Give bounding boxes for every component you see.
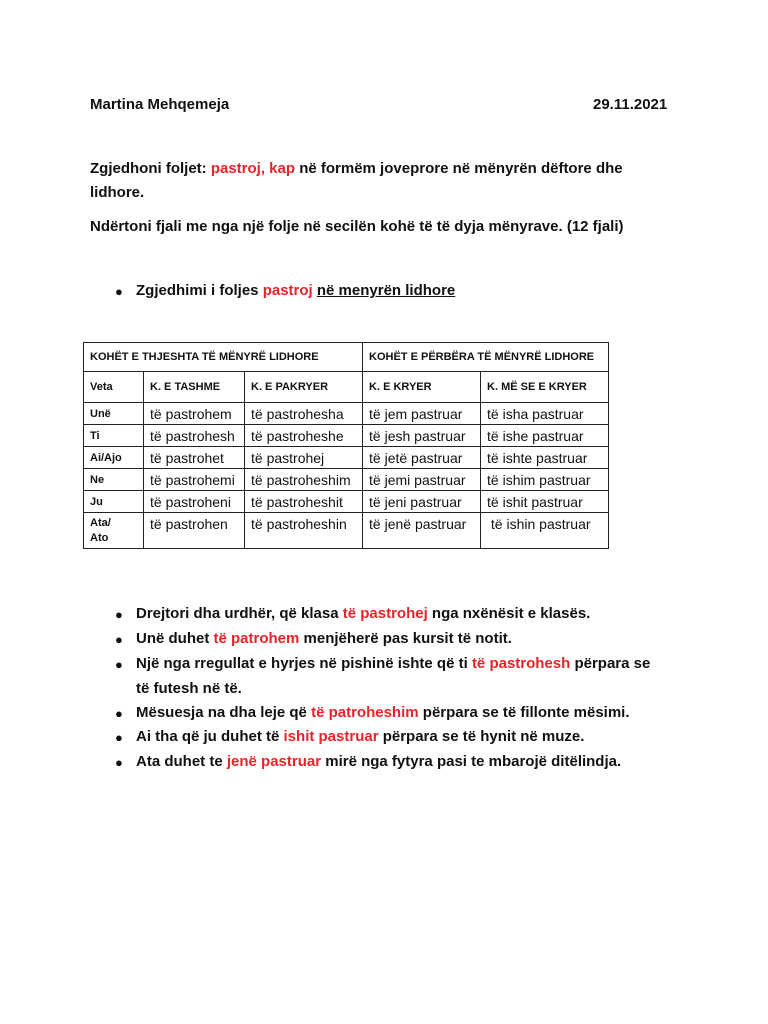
verb-cell: të isha pastruar: [481, 403, 609, 425]
author-name: Martina Mehqemeja: [90, 96, 230, 113]
verb-cell: të ishim pastruar: [481, 469, 609, 491]
verb-cell: të pastroheni: [144, 491, 245, 513]
column-header: K. E KRYER: [363, 372, 481, 403]
sentence-verb: të pastrohesh: [471, 655, 571, 672]
sentence-text: Një nga rregullat e hyrjes në pishinë ishte që ti: [136, 655, 472, 672]
verb-cell: të jeni pastruar: [363, 491, 481, 513]
bullet-icon: ●: [115, 755, 123, 770]
heading-text: Zgjedhimi i foljes: [136, 282, 263, 299]
bullet-icon: ●: [115, 706, 123, 721]
sentence-1: [136, 605, 590, 622]
verb-cell: të pastroheshim: [245, 469, 363, 491]
verb-cell: të ishte pastruar: [481, 447, 609, 469]
instruction-verbs: pastroj, kap: [210, 160, 296, 177]
sentence-text: mirë nga fytyra pasi te mbarojë ditëlindja.: [321, 753, 622, 770]
heading-verb: pastroj: [262, 282, 313, 299]
sentence-text: Mësuesja na dha leje që: [136, 704, 312, 721]
sentence-verb: ishit pastruar: [283, 728, 379, 745]
section-heading: [136, 282, 455, 299]
table-row: [84, 491, 609, 513]
sentence-text: nga nxënësit e klasës.: [427, 605, 591, 622]
conjugation-table: [83, 342, 609, 549]
verb-cell: të jem pastruar: [363, 403, 481, 425]
verb-cell: të ishit pastruar: [481, 491, 609, 513]
instruction-text: në formëm joveprore në mënyrën dëftore dhe: [295, 160, 623, 177]
sentence-text: përpara se: [570, 655, 651, 672]
sentence-verb: të patrohem: [213, 630, 300, 647]
sentence-6: [136, 753, 621, 770]
verb-cell: të pastrohemi: [144, 469, 245, 491]
bullet-icon: ●: [115, 632, 123, 647]
sentence-4: [136, 704, 630, 721]
verb-cell: të pastroheshit: [245, 491, 363, 513]
instruction-text: Zgjedhoni foljet:: [90, 160, 211, 177]
bullet-icon: ●: [115, 607, 123, 622]
sentence-text: Drejtori dha urdhër, që klasa: [136, 605, 343, 622]
document-date: 29.11.2021: [593, 96, 668, 113]
person-cell: Ti: [84, 425, 144, 447]
sentence-text: Ai tha që ju duhet të: [136, 728, 284, 745]
sentence-verb: të pastrohej: [342, 605, 428, 622]
column-header: K. E TASHME: [144, 372, 245, 403]
sentence-3-cont: të futesh në të.: [136, 680, 242, 697]
verb-cell: të jetë pastruar: [363, 447, 481, 469]
compound-tenses-header: KOHËT E PËRBËRA TË MËNYRË LIDHORE: [363, 343, 609, 372]
sentence-3: [136, 655, 650, 672]
verb-cell: të pastroheshe: [245, 425, 363, 447]
person-cell: Ne: [84, 469, 144, 491]
verb-cell: të pastroheshin: [245, 513, 363, 549]
instruction-line-1: [90, 160, 623, 177]
table-row: [84, 513, 609, 549]
sentence-text: menjëherë pas kursit të notit.: [299, 630, 512, 647]
table-row: [84, 447, 609, 469]
sentence-5: [136, 728, 584, 745]
verb-cell: të jemi pastruar: [363, 469, 481, 491]
sentence-2: [136, 630, 512, 647]
simple-tenses-header: KOHËT E THJESHTA TË MËNYRË LIDHORE: [84, 343, 363, 372]
table-row: [84, 425, 609, 447]
bullet-icon: ●: [115, 730, 123, 745]
verb-cell: të pastrohej: [245, 447, 363, 469]
bullet-icon: ●: [115, 284, 123, 299]
table-row: [84, 469, 609, 491]
verb-cell: të pastrohem: [144, 403, 245, 425]
column-header: K. MË SE E KRYER: [481, 372, 609, 403]
person-cell: Unë: [84, 403, 144, 425]
table-column-header-row: [84, 372, 609, 403]
person-cell: Ju: [84, 491, 144, 513]
instruction-line-2: Ndërtoni fjali me nga një folje në secilën kohë të të dyja mënyrave. (12 fjali): [90, 218, 624, 235]
verb-cell: të pastrohen: [144, 513, 245, 549]
verb-cell: të pastrohet: [144, 447, 245, 469]
verb-cell: të jenë pastruar: [363, 513, 481, 549]
column-header: Veta: [84, 372, 144, 403]
sentence-verb: të patroheshim: [311, 704, 419, 721]
sentence-verb: jenë pastruar: [226, 753, 322, 770]
verb-cell: të ishin pastruar: [481, 513, 609, 549]
table-row: [84, 403, 609, 425]
verb-cell: të ishe pastruar: [481, 425, 609, 447]
person-cell: Ata/ Ato: [84, 513, 144, 549]
verb-cell: të jesh pastruar: [363, 425, 481, 447]
sentence-text: Ata duhet te: [136, 753, 227, 770]
sentence-text: përpara se të fillonte mësimi.: [418, 704, 630, 721]
verb-cell: të pastrohesh: [144, 425, 245, 447]
sentence-text: Unë duhet: [136, 630, 214, 647]
bullet-icon: ●: [115, 657, 123, 672]
heading-underlined: në menyrën lidhore: [316, 282, 456, 299]
person-cell: Ai/Ajo: [84, 447, 144, 469]
verb-cell: të pastrohesha: [245, 403, 363, 425]
table-group-header-row: [84, 343, 609, 372]
sentence-text: përpara se të hynit në muze.: [378, 728, 585, 745]
instruction-line-1-cont: lidhore.: [90, 184, 145, 201]
column-header: K. E PAKRYER: [245, 372, 363, 403]
